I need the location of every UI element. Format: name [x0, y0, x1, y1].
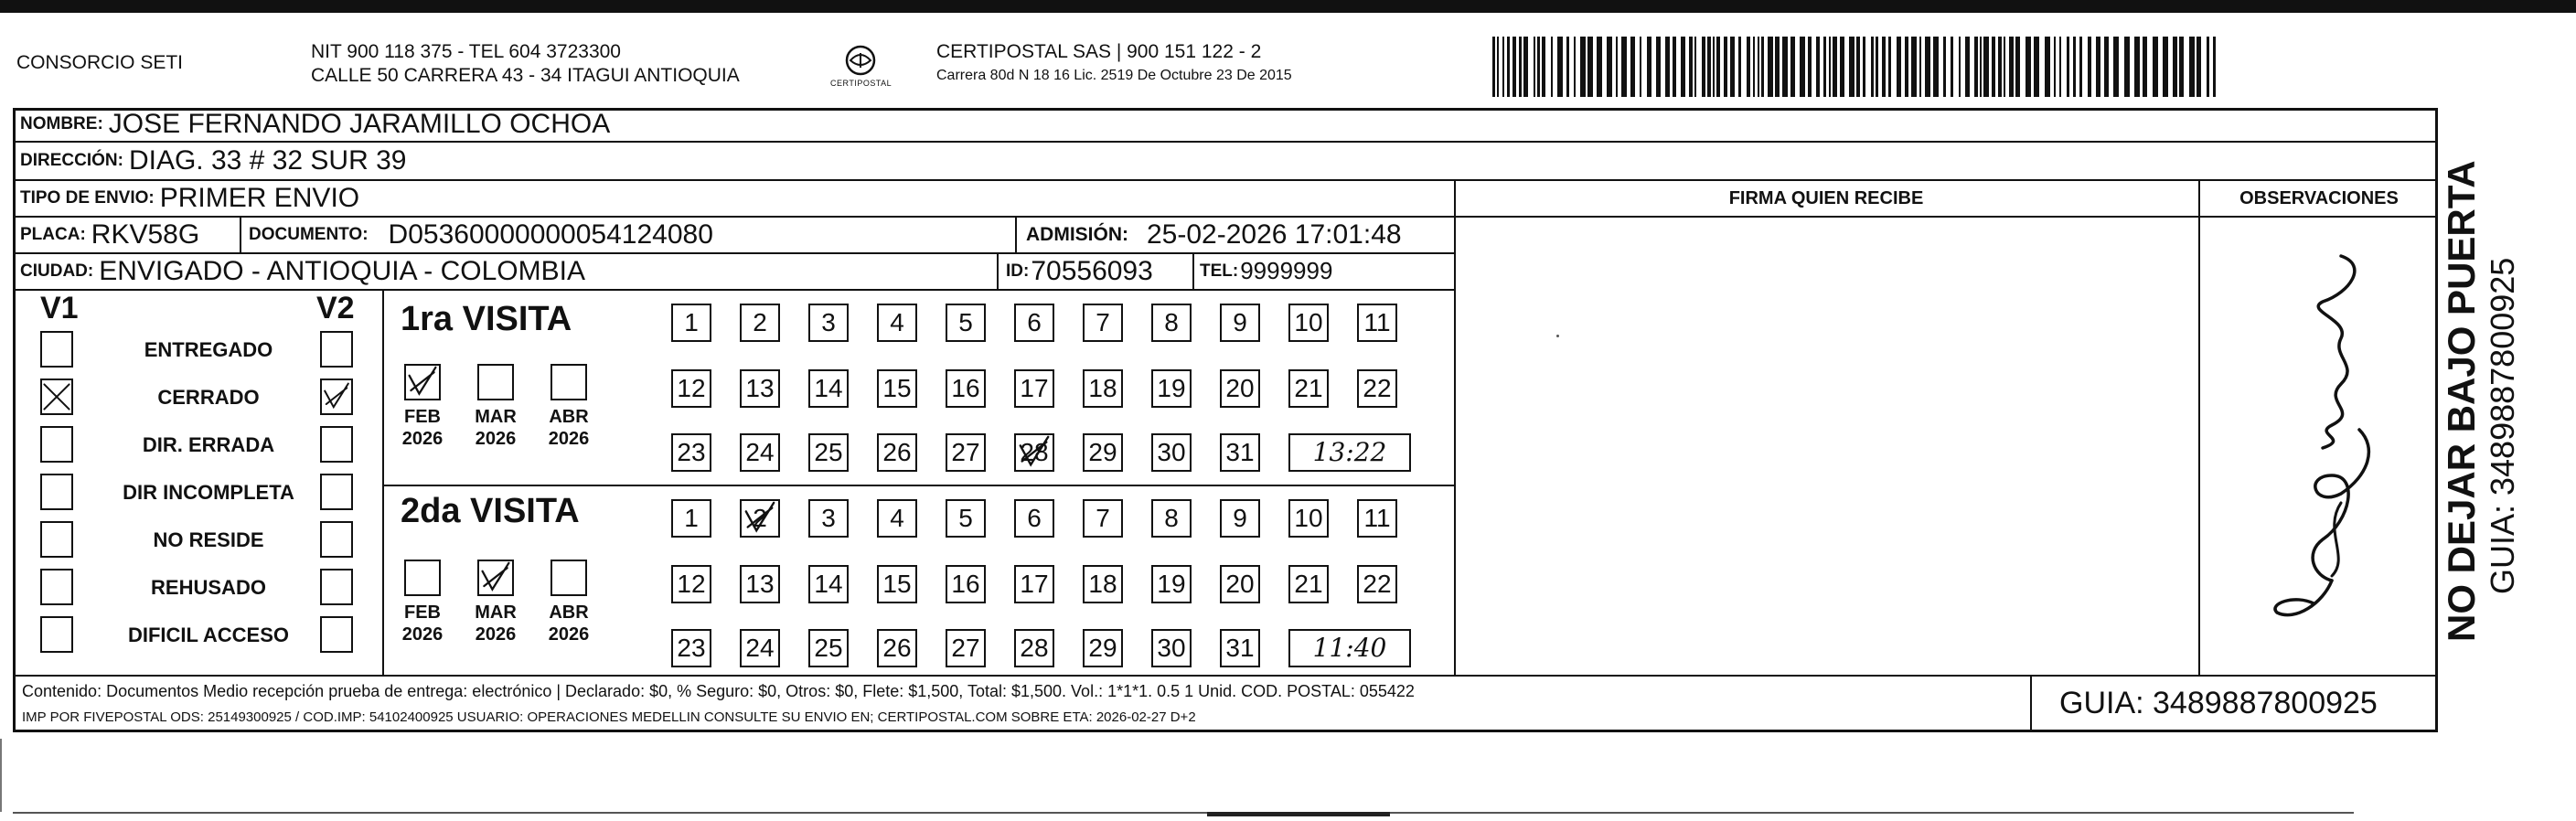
nombre-value: JOSE FERNANDO JARAMILLO OCHOA: [108, 109, 611, 139]
barcode-bar: [1702, 37, 1705, 97]
footer-divider: [2030, 675, 2032, 732]
admision-cell: [1026, 217, 1402, 252]
visit2-title: 2da VISITA: [401, 492, 580, 530]
cell-divider: [1192, 252, 1194, 289]
barcode-bar: [1621, 37, 1627, 97]
visit2-day-box[interactable]: 29: [1083, 629, 1123, 667]
visit1-day-box[interactable]: 25: [808, 433, 849, 472]
visit1-day-box[interactable]: 5: [946, 304, 986, 342]
barcode-bar: [2173, 37, 2177, 97]
barcode-bar: [2059, 37, 2061, 97]
visit2-day-box[interactable]: 11: [1357, 499, 1397, 538]
visit1-month-box-1[interactable]: [404, 364, 441, 400]
barcode-bar: [1747, 37, 1750, 97]
barcode-bar: [1492, 37, 1495, 97]
barcode-bar: [1983, 37, 1989, 97]
admision-label: ADMISIÓN:: [1026, 223, 1128, 245]
check-mark-icon: [479, 561, 512, 594]
barcode-bar: [1998, 37, 2002, 97]
barcode-bar: [2124, 37, 2130, 97]
direccion-label: DIRECCIÓN:: [20, 151, 123, 170]
status-visit-divider: [382, 289, 384, 675]
visit1-day-box[interactable]: 17: [1014, 369, 1054, 408]
barcode-bar: [1980, 37, 1982, 97]
barcode-bar: [1557, 37, 1563, 97]
barcode-bar: [1630, 37, 1635, 97]
barcode-bar: [1566, 37, 1569, 97]
barcode-bar: [1919, 37, 1921, 97]
barcode-bar: [1897, 37, 1901, 97]
visit1-day-box[interactable]: 19: [1151, 369, 1192, 408]
barcode-bar: [1689, 37, 1693, 97]
barcode-bar: [1943, 37, 1946, 97]
barcode-bar: [1974, 37, 1978, 97]
visit2-day-box[interactable]: 7: [1083, 499, 1123, 538]
nombre-row: [20, 108, 610, 141]
v1-checkbox-2[interactable]: [40, 379, 73, 415]
v1-header: V1: [40, 291, 79, 325]
visit2-day-box[interactable]: 27: [946, 629, 986, 667]
visit2-day-box[interactable]: 10: [1288, 499, 1329, 538]
visit1-month-label: FEB 2026: [401, 407, 444, 449]
barcode-bar: [1761, 37, 1764, 97]
ciudad-cell: [20, 253, 585, 289]
visit1-day-box[interactable]: 11: [1357, 304, 1397, 342]
barcode-bar: [1951, 37, 1953, 97]
visit2-time-box[interactable]: 11:40: [1288, 629, 1411, 667]
visit-divider: [382, 485, 1454, 486]
barcode-bar: [1507, 37, 1510, 97]
cell-divider: [1015, 216, 1017, 252]
visit1-day-box[interactable]: 9: [1220, 304, 1260, 342]
barcode-bar: [1816, 37, 1820, 97]
firma-header: FIRMA QUIEN RECIBE: [1728, 188, 1924, 208]
visit1-day-box[interactable]: 14: [808, 369, 849, 408]
placa-label: PLACA:: [20, 224, 86, 244]
barcode-bar: [1665, 37, 1670, 97]
barcode-bar: [1849, 37, 1855, 97]
documento-label: DOCUMENTO:: [249, 224, 369, 244]
speck: [1556, 335, 1559, 337]
tipo-envio-label: TIPO DE ENVIO:: [20, 187, 155, 208]
barcode-bar: [1537, 37, 1540, 97]
placa-value: RKV58G: [91, 219, 200, 250]
barcode-bar: [1823, 37, 1826, 97]
barcode-bar: [2096, 37, 2100, 97]
barcode-bar: [2197, 37, 2201, 97]
footer-contenido: Contenido: Documentos Medio recepción prueba de entrega: electrónico | Declarado: $0, % Seguro: $0, Otros: $0, Flete: $1,500, Total: $1,500. Vol.: 1*1*1. 0.5 1 Unid. COD. POSTAL: 055422: [22, 682, 1415, 700]
documento-value: D05360000000054124080: [388, 219, 713, 250]
visit2-day-box[interactable]: 9: [1220, 499, 1260, 538]
barcode-bar: [2153, 37, 2158, 97]
check-mark-icon: [42, 380, 71, 413]
barcode-bar: [1768, 37, 1773, 97]
visit2-day-box[interactable]: 31: [1220, 629, 1260, 667]
barcode-bar: [1882, 37, 1886, 97]
visit1-day-box[interactable]: 3: [808, 304, 849, 342]
barcode-bar: [1724, 37, 1727, 97]
visit2-month-box-3[interactable]: [550, 560, 587, 596]
barcode-bar: [2213, 37, 2216, 97]
ciudad-value: ENVIGADO - ANTIOQUIA - COLOMBIA: [99, 255, 585, 286]
nombre-label: NOMBRE:: [20, 114, 103, 133]
barcode-bar: [1512, 37, 1516, 97]
barcode-bar: [2034, 37, 2039, 97]
visit1-month-box-2[interactable]: [477, 364, 514, 400]
barcode-bar: [1876, 37, 1878, 97]
barcode-bar: [1959, 37, 1961, 97]
status-label: NO RESIDE: [153, 528, 264, 551]
barcode-bar: [1856, 37, 1860, 97]
visit1-day-box[interactable]: 7: [1083, 304, 1123, 342]
barcode-bar: [2073, 37, 2076, 97]
visit1-day-box[interactable]: 16: [946, 369, 986, 408]
barcode-bar: [2104, 37, 2109, 97]
page-edge-mark: [1207, 812, 1390, 816]
visit2-day-box[interactable]: 26: [877, 629, 917, 667]
v1-checkbox-1[interactable]: [40, 331, 73, 368]
visit2-day-box[interactable]: 2: [740, 499, 780, 538]
certipostal-logo-icon: [828, 42, 893, 97]
barcode-bar: [1840, 37, 1844, 97]
barcode-bar: [1800, 37, 1805, 97]
tel-value: 9999999: [1240, 257, 1333, 284]
handwritten-signature: [2213, 229, 2432, 658]
tipo-envio-value: PRIMER ENVIO: [159, 182, 360, 213]
address-line: CALLE 50 CARRERA 43 - 34 ITAGUI ANTIOQUIA: [311, 65, 740, 86]
visit1-month-label: ABR 2026: [548, 407, 590, 449]
admision-value: 25-02-2026 17:01:48: [1147, 219, 1402, 250]
barcode-bar: [2067, 37, 2069, 97]
visit2-day-box[interactable]: 16: [946, 565, 986, 603]
visit1-day-box[interactable]: 24: [740, 433, 780, 472]
barcode-bar: [1863, 37, 1865, 97]
barcode-bar: [1519, 37, 1522, 97]
visit1-day-box[interactable]: 15: [877, 369, 917, 408]
barcode-bar: [1790, 37, 1795, 97]
barcode-bar: [2054, 37, 2056, 97]
visit1-day-box[interactable]: 31: [1220, 433, 1260, 472]
v1-checkbox-6[interactable]: [40, 569, 73, 605]
id-value: 70556093: [1031, 255, 1153, 286]
visit1-day-box[interactable]: 21: [1288, 369, 1329, 408]
visit1-month-box-3[interactable]: [550, 364, 587, 400]
placa-cell: [20, 217, 199, 252]
visit1-day-box[interactable]: 28: [1014, 433, 1054, 472]
barcode-bar: [1871, 37, 1874, 97]
barcode-bar: [1707, 37, 1711, 97]
barcode-bar: [1607, 37, 1612, 97]
visit1-day-box[interactable]: 4: [877, 304, 917, 342]
barcode-bar: [1753, 37, 1755, 97]
status-label: REHUSADO: [151, 576, 266, 599]
barcode-bar: [1933, 37, 1939, 97]
barcode-bar: [1888, 37, 1891, 97]
barcode-bar: [1911, 37, 1917, 97]
v1-checkbox-3[interactable]: [40, 426, 73, 463]
visit2-day-box[interactable]: 13: [740, 565, 780, 603]
barcode-bar: [1597, 37, 1602, 97]
barcode-bar: [1782, 37, 1788, 97]
visit2-day-box[interactable]: 20: [1220, 565, 1260, 603]
visit1-day-box[interactable]: 13: [740, 369, 780, 408]
visit2-day-box[interactable]: 22: [1357, 565, 1397, 603]
visit1-title: 1ra VISITA: [401, 300, 572, 338]
visit2-day-box[interactable]: 15: [877, 565, 917, 603]
row-divider: [13, 179, 2438, 181]
id-label: ID:: [1006, 261, 1030, 281]
check-mark-icon: [1016, 435, 1053, 470]
status-label: DIR. ERRADA: [142, 433, 275, 456]
license-line: Carrera 80d N 18 16 Lic. 2519 De Octubre 23 De 2015: [936, 68, 1292, 83]
visit2-day-box[interactable]: 3: [808, 499, 849, 538]
barcode-bar: [1523, 37, 1528, 97]
tel-label: TEL:: [1200, 261, 1239, 281]
certipostal-line: CERTIPOSTAL SAS | 900 151 122 - 2: [936, 41, 1262, 62]
check-mark-icon: [406, 366, 439, 399]
observaciones-header: OBSERVACIONES: [2239, 188, 2399, 208]
barcode-bar: [1925, 37, 1930, 97]
barcode-bar: [1656, 37, 1661, 97]
visit2-day-box[interactable]: 25: [808, 629, 849, 667]
barcode-bar: [1775, 37, 1780, 97]
barcode-bar: [2163, 37, 2168, 97]
visit2-month-label: FEB 2026: [401, 602, 444, 645]
barcode-bar: [1681, 37, 1685, 97]
status-label: ENTREGADO: [144, 338, 273, 361]
cell-divider: [997, 252, 999, 289]
firma-area: [1456, 218, 2198, 675]
status-label: CERRADO: [157, 386, 260, 409]
visit1-day-box[interactable]: 22: [1357, 369, 1397, 408]
visit2-day-box[interactable]: 6: [1014, 499, 1054, 538]
visit2-month-label: ABR 2026: [548, 602, 590, 645]
visit1-day-box[interactable]: 26: [877, 433, 917, 472]
visit2-day-box[interactable]: 21: [1288, 565, 1329, 603]
barcode-bar: [1502, 37, 1504, 97]
v1-checkbox-5[interactable]: [40, 521, 73, 558]
visit2-day-box[interactable]: 19: [1151, 565, 1192, 603]
status-label: DIR INCOMPLETA: [123, 481, 294, 504]
barcode-bar: [1647, 37, 1651, 97]
barcode-bar: [1833, 37, 1837, 97]
barcode-bar: [2015, 37, 2020, 97]
ciudad-label: CIUDAD:: [20, 261, 94, 281]
visit2-day-box[interactable]: 28: [1014, 629, 1054, 667]
visit1-time-box[interactable]: 13:22: [1288, 433, 1411, 472]
visit2-day-box[interactable]: 4: [877, 499, 917, 538]
visit2-month-box-1[interactable]: [404, 560, 441, 596]
barcode-bar: [2189, 37, 2195, 97]
visit1-day-box[interactable]: 23: [671, 433, 711, 472]
barcode-bar: [1580, 37, 1586, 97]
visit2-day-box[interactable]: 18: [1083, 565, 1123, 603]
barcode-bar: [2009, 37, 2014, 97]
visit1-day-box[interactable]: 8: [1151, 304, 1192, 342]
barcode-bar: [1730, 37, 1735, 97]
no-dejar-bajo-puerta: NO DEJAR BAJO PUERTA: [2440, 160, 2483, 642]
visit1-day-box[interactable]: 10: [1288, 304, 1329, 342]
barcode-bar: [1713, 37, 1715, 97]
barcode-bar: [2143, 37, 2147, 97]
barcode-bar: [1640, 37, 1641, 97]
barcode-bar: [1587, 37, 1593, 97]
tipo-envio-row: [20, 180, 359, 216]
barcode-bar: [1673, 37, 1676, 97]
visit2-day-box[interactable]: 14: [808, 565, 849, 603]
barcode-bar: [1738, 37, 1741, 97]
side-guia: GUIA: 3489887800925: [2484, 257, 2521, 594]
barcode-bar: [1992, 37, 1995, 97]
barcode-bar: [2004, 37, 2005, 97]
visit2-month-box-2[interactable]: [477, 560, 514, 596]
visit1-month-label: MAR 2026: [475, 407, 517, 449]
visit1-day-box[interactable]: 1: [671, 304, 711, 342]
barcode-bar: [2134, 37, 2140, 97]
barcode-bar: [1534, 37, 1535, 97]
barcode-bar: [1965, 37, 1970, 97]
visit2-day-box[interactable]: 12: [671, 565, 711, 603]
row-divider: [13, 675, 2438, 677]
nit-line: NIT 900 118 375 - TEL 604 3723300: [311, 41, 621, 62]
logo-text: CERTIPOSTAL: [830, 79, 893, 88]
barcode-bar: [1829, 37, 1831, 97]
barcode-bar: [2026, 37, 2031, 97]
column-divider: [2198, 179, 2200, 675]
barcode-bar: [1694, 37, 1696, 97]
visit2-day-box[interactable]: 23: [671, 629, 711, 667]
visit1-day-box[interactable]: 18: [1083, 369, 1123, 408]
cell-divider: [240, 216, 241, 252]
page-edge-line: [13, 812, 2354, 814]
visit1-day-box[interactable]: 27: [946, 433, 986, 472]
tracking-barcode: [1492, 37, 2224, 97]
barcode-bar: [2045, 37, 2050, 97]
v2-header: V2: [316, 291, 355, 325]
documento-cell: [249, 217, 713, 252]
status-label: DIFICIL ACCESO: [127, 624, 289, 646]
footer-imp: IMP POR FIVEPOSTAL ODS: 25149300925 / COD.IMP: 54102400925 USUARIO: OPERACIONES MEDELLIN CONSULTE SU ENVIO EN; CERTIPOSTAL.COM SOBRE ETA: 2026-02-27 D+2: [22, 709, 1196, 725]
visit2-day-box[interactable]: 17: [1014, 565, 1054, 603]
barcode-bar: [1808, 37, 1812, 97]
visit1-day-box[interactable]: 12: [671, 369, 711, 408]
visit1-day-box[interactable]: 20: [1220, 369, 1260, 408]
certipostal-logo: [828, 42, 893, 97]
visit1-day-box[interactable]: 30: [1151, 433, 1192, 472]
barcode-bar: [1542, 37, 1545, 97]
v1-checkbox-7[interactable]: [40, 616, 73, 653]
visit2-day-box[interactable]: 1: [671, 499, 711, 538]
visit2-day-box[interactable]: 5: [946, 499, 986, 538]
direccion-row: [20, 143, 406, 179]
direccion-value: DIAG. 33 # 32 SUR 39: [128, 145, 407, 176]
row-divider: [13, 289, 1454, 291]
barcode-bar: [2207, 37, 2209, 97]
barcode-bar: [1497, 37, 1499, 97]
page-edge-line: [0, 739, 2, 812]
visit1-day-box[interactable]: 6: [1014, 304, 1054, 342]
barcode-bar: [1716, 37, 1720, 97]
barcode-bar: [1758, 37, 1759, 97]
barcode-bar: [1574, 37, 1576, 97]
tel-cell: [1200, 253, 1332, 289]
visit1-day-box[interactable]: 29: [1083, 433, 1123, 472]
check-mark-icon: [742, 501, 778, 536]
footer-guia: GUIA: 3489887800925: [2059, 686, 2378, 720]
visit2-day-box[interactable]: 30: [1151, 629, 1192, 667]
company-name: CONSORCIO SETI: [16, 52, 184, 73]
barcode-bar: [1905, 37, 1908, 97]
id-cell: [1006, 253, 1153, 289]
v1-checkbox-4[interactable]: [40, 474, 73, 510]
visit2-month-label: MAR 2026: [475, 602, 517, 645]
barcode-bar: [2179, 37, 2184, 97]
barcode-bar: [1551, 37, 1553, 97]
visit1-day-box[interactable]: 2: [740, 304, 780, 342]
barcode-bar: [2088, 37, 2091, 97]
barcode-bar: [1616, 37, 1618, 97]
visit2-day-box[interactable]: 24: [740, 629, 780, 667]
barcode-bar: [2079, 37, 2082, 97]
barcode-bar: [2113, 37, 2119, 97]
visit2-day-box[interactable]: 8: [1151, 499, 1192, 538]
top-edge-band: [0, 0, 2576, 13]
